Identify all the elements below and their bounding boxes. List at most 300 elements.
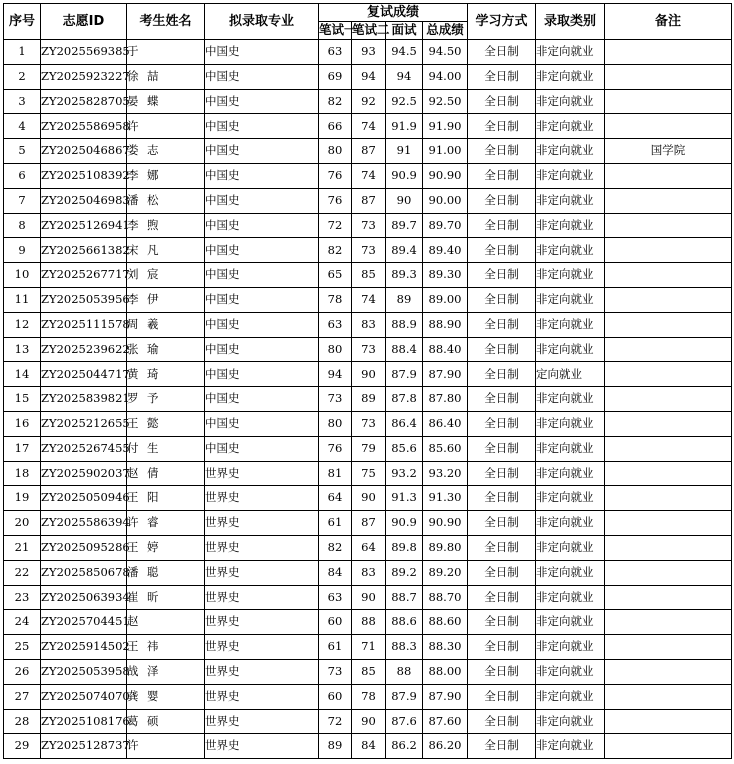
category-cell: 非定向就业 (536, 312, 605, 337)
mode-cell: 全日制 (468, 684, 536, 709)
id-cell: ZY2025850678 (41, 560, 127, 585)
mode-cell: 全日制 (468, 163, 536, 188)
id-cell: ZY2025212655 (41, 411, 127, 436)
seq-cell: 24 (4, 610, 41, 635)
mode-cell: 全日制 (468, 436, 536, 461)
given-name: 泽 (147, 664, 159, 679)
seq-cell: 10 (4, 263, 41, 288)
total-cell: 87.90 (423, 362, 468, 387)
written-1-cell: 89 (319, 734, 352, 759)
interview-cell: 90.9 (386, 163, 423, 188)
category-cell: 非定向就业 (536, 114, 605, 139)
remark-cell (605, 610, 732, 635)
total-cell: 88.70 (423, 585, 468, 610)
major-cell: 世界史 (205, 535, 319, 560)
remark-cell (605, 337, 732, 362)
mode-cell: 全日制 (468, 535, 536, 560)
id-cell: ZY2025267455 (41, 436, 127, 461)
id-cell: ZY2025239622 (41, 337, 127, 362)
mode-cell: 全日制 (468, 461, 536, 486)
name-cell (127, 139, 205, 164)
name-cell (127, 64, 205, 89)
given-name: 喆 (147, 68, 159, 83)
header-remark: 备注 (605, 4, 732, 40)
written-1-cell: 66 (319, 114, 352, 139)
interview-cell: 89 (386, 287, 423, 312)
category-cell: 非定向就业 (536, 163, 605, 188)
total-cell: 90.90 (423, 511, 468, 536)
id-cell: ZY2025586394 (41, 511, 127, 536)
category-cell: 非定向就业 (536, 89, 605, 114)
remark-cell (605, 411, 732, 436)
name-cell (127, 585, 205, 610)
id-cell: ZY2025074070 (41, 684, 127, 709)
category-cell: 非定向就业 (536, 337, 605, 362)
total-cell: 90.00 (423, 188, 468, 213)
major-cell: 中国史 (205, 89, 319, 114)
given-name: 娜 (147, 168, 159, 183)
mode-cell: 全日制 (468, 89, 536, 114)
table-row (4, 163, 732, 188)
surname: 葛 (127, 713, 139, 728)
category-cell: 非定向就业 (536, 709, 605, 734)
written-1-cell: 63 (319, 40, 352, 65)
remark-cell (605, 362, 732, 387)
table-row (4, 535, 732, 560)
written-1-cell: 73 (319, 387, 352, 412)
written-2-cell: 73 (352, 337, 386, 362)
table-row (4, 312, 732, 337)
surname: 黄 (127, 366, 139, 381)
interview-cell: 88.4 (386, 337, 423, 362)
interview-cell: 88.7 (386, 585, 423, 610)
interview-cell: 89.2 (386, 560, 423, 585)
category-cell: 非定向就业 (536, 213, 605, 238)
seq-cell: 29 (4, 734, 41, 759)
major-cell: 中国史 (205, 64, 319, 89)
total-cell: 88.60 (423, 610, 468, 635)
mode-cell: 全日制 (468, 362, 536, 387)
total-cell: 89.00 (423, 287, 468, 312)
id-cell: ZY2025126941 (41, 213, 127, 238)
table-row (4, 709, 732, 734)
table-row (4, 337, 732, 362)
given-name: 伊 (147, 292, 159, 307)
interview-cell: 91 (386, 139, 423, 164)
surname: 李 (127, 168, 139, 183)
surname: 罗 (127, 391, 139, 406)
name-cell (127, 535, 205, 560)
name-cell (127, 610, 205, 635)
total-cell: 86.20 (423, 734, 468, 759)
id-cell: ZY2025046983 (41, 188, 127, 213)
written-1-cell: 63 (319, 312, 352, 337)
remark-cell (605, 287, 732, 312)
surname: 许 (127, 738, 139, 753)
header-name: 考生姓名 (127, 4, 205, 40)
category-cell: 非定向就业 (536, 40, 605, 65)
category-cell: 非定向就业 (536, 411, 605, 436)
table-row (4, 436, 732, 461)
seq-cell: 13 (4, 337, 41, 362)
total-cell: 88.00 (423, 659, 468, 684)
table-row (4, 139, 732, 164)
surname: 龚 (127, 688, 139, 703)
remark-cell (605, 585, 732, 610)
given-name: 琦 (147, 366, 159, 381)
interview-cell: 88.9 (386, 312, 423, 337)
id-cell: ZY2025704451 (41, 610, 127, 635)
seq-cell: 6 (4, 163, 41, 188)
seq-cell: 8 (4, 213, 41, 238)
seq-cell: 21 (4, 535, 41, 560)
major-cell: 世界史 (205, 560, 319, 585)
total-cell: 91.30 (423, 486, 468, 511)
remark-cell (605, 436, 732, 461)
header-retest-group: 复试成绩 (319, 4, 468, 22)
table-row (4, 287, 732, 312)
remark-cell (605, 511, 732, 536)
total-cell: 91.90 (423, 114, 468, 139)
mode-cell: 全日制 (468, 486, 536, 511)
major-cell: 中国史 (205, 213, 319, 238)
written-2-cell: 64 (352, 535, 386, 560)
remark-cell (605, 635, 732, 660)
category-cell: 非定向就业 (536, 188, 605, 213)
written-1-cell: 84 (319, 560, 352, 585)
written-2-cell: 90 (352, 585, 386, 610)
total-cell: 92.50 (423, 89, 468, 114)
mode-cell: 全日制 (468, 188, 536, 213)
surname: 王 (127, 639, 139, 654)
written-2-cell: 83 (352, 560, 386, 585)
id-cell: ZY2025063934 (41, 585, 127, 610)
written-1-cell: 64 (319, 486, 352, 511)
seq-cell: 25 (4, 635, 41, 660)
remark-cell (605, 114, 732, 139)
written-2-cell: 87 (352, 511, 386, 536)
table-row (4, 511, 732, 536)
category-cell: 非定向就业 (536, 659, 605, 684)
id-cell: ZY2025267717 (41, 263, 127, 288)
written-2-cell: 74 (352, 163, 386, 188)
total-cell: 91.00 (423, 139, 468, 164)
written-1-cell: 61 (319, 511, 352, 536)
given-name: 婴 (147, 688, 159, 703)
interview-cell: 90 (386, 188, 423, 213)
name-cell (127, 238, 205, 263)
interview-cell: 89.8 (386, 535, 423, 560)
surname: 李 (127, 292, 139, 307)
given-name: 宸 (147, 267, 159, 282)
seq-cell: 20 (4, 511, 41, 536)
mode-cell: 全日制 (468, 40, 536, 65)
given-name: 凡 (147, 242, 159, 257)
table-row (4, 635, 732, 660)
seq-cell: 7 (4, 188, 41, 213)
interview-cell: 88 (386, 659, 423, 684)
written-2-cell: 75 (352, 461, 386, 486)
name-cell (127, 511, 205, 536)
given-name: 聪 (147, 564, 159, 579)
written-2-cell: 74 (352, 114, 386, 139)
major-cell: 世界史 (205, 610, 319, 635)
given-name: 松 (147, 192, 159, 207)
written-2-cell: 90 (352, 362, 386, 387)
table-row (4, 188, 732, 213)
major-cell: 中国史 (205, 114, 319, 139)
written-1-cell: 60 (319, 684, 352, 709)
major-cell: 中国史 (205, 188, 319, 213)
total-cell: 94.00 (423, 64, 468, 89)
header-mode: 学习方式 (468, 4, 536, 40)
mode-cell: 全日制 (468, 287, 536, 312)
category-cell: 非定向就业 (536, 560, 605, 585)
major-cell: 世界史 (205, 709, 319, 734)
given-name: 志 (147, 143, 159, 158)
written-2-cell: 89 (352, 387, 386, 412)
mode-cell: 全日制 (468, 114, 536, 139)
category-cell: 非定向就业 (536, 263, 605, 288)
seq-cell: 22 (4, 560, 41, 585)
given-name: 倩 (147, 465, 159, 480)
given-name: 煦 (147, 217, 159, 232)
given-name: 羲 (147, 316, 159, 331)
header-written-2: 笔试二 (352, 22, 386, 40)
total-cell: 86.40 (423, 411, 468, 436)
major-cell: 世界史 (205, 635, 319, 660)
mode-cell: 全日制 (468, 238, 536, 263)
remark-cell (605, 684, 732, 709)
given-name: 阳 (147, 490, 159, 505)
major-cell: 中国史 (205, 163, 319, 188)
interview-cell: 94.5 (386, 40, 423, 65)
mode-cell: 全日制 (468, 312, 536, 337)
category-cell: 非定向就业 (536, 461, 605, 486)
mode-cell: 全日制 (468, 659, 536, 684)
surname: 付 (127, 440, 139, 455)
surname: 潘 (127, 192, 139, 207)
name-cell (127, 163, 205, 188)
written-2-cell: 79 (352, 436, 386, 461)
written-2-cell: 92 (352, 89, 386, 114)
id-cell: ZY2025902037 (41, 461, 127, 486)
category-cell: 非定向就业 (536, 287, 605, 312)
id-cell: ZY2025044717 (41, 362, 127, 387)
id-cell: ZY2025050946 (41, 486, 127, 511)
mode-cell: 全日制 (468, 139, 536, 164)
remark-cell (605, 709, 732, 734)
major-cell: 中国史 (205, 411, 319, 436)
major-cell: 中国史 (205, 238, 319, 263)
total-cell: 89.30 (423, 263, 468, 288)
major-cell: 中国史 (205, 287, 319, 312)
total-cell: 90.90 (423, 163, 468, 188)
mode-cell: 全日制 (468, 387, 536, 412)
category-cell: 非定向就业 (536, 238, 605, 263)
written-2-cell: 83 (352, 312, 386, 337)
interview-cell: 89.4 (386, 238, 423, 263)
surname: 徐 (127, 68, 139, 83)
remark-cell (605, 89, 732, 114)
seq-cell: 1 (4, 40, 41, 65)
category-cell: 定向就业 (536, 362, 605, 387)
written-2-cell: 73 (352, 213, 386, 238)
header-total: 总成绩 (423, 22, 468, 40)
table-body (4, 40, 732, 759)
major-cell: 世界史 (205, 585, 319, 610)
category-cell: 非定向就业 (536, 684, 605, 709)
remark-cell (605, 188, 732, 213)
surname: 娄 (127, 143, 139, 158)
written-2-cell: 73 (352, 411, 386, 436)
table-row (4, 89, 732, 114)
given-name: 予 (147, 391, 159, 406)
written-1-cell: 76 (319, 188, 352, 213)
written-1-cell: 65 (319, 263, 352, 288)
mode-cell: 全日制 (468, 709, 536, 734)
interview-cell: 88.3 (386, 635, 423, 660)
written-2-cell: 73 (352, 238, 386, 263)
remark-cell (605, 560, 732, 585)
seq-cell: 12 (4, 312, 41, 337)
mode-cell: 全日制 (468, 560, 536, 585)
written-2-cell: 87 (352, 188, 386, 213)
major-cell: 中国史 (205, 362, 319, 387)
seq-cell: 2 (4, 64, 41, 89)
id-cell: ZY2025569385 (41, 40, 127, 65)
surname: 李 (127, 217, 139, 232)
id-cell: ZY2025053956 (41, 287, 127, 312)
written-1-cell: 73 (319, 659, 352, 684)
table-row (4, 362, 732, 387)
seq-cell: 27 (4, 684, 41, 709)
interview-cell: 87.8 (386, 387, 423, 412)
category-cell: 非定向就业 (536, 511, 605, 536)
written-2-cell: 78 (352, 684, 386, 709)
id-cell: ZY2025095286 (41, 535, 127, 560)
given-name: 祎 (147, 639, 159, 654)
written-2-cell: 74 (352, 287, 386, 312)
id-cell: ZY2025828705 (41, 89, 127, 114)
category-cell: 非定向就业 (536, 64, 605, 89)
mode-cell: 全日制 (468, 511, 536, 536)
remark-cell (605, 263, 732, 288)
written-1-cell: 76 (319, 163, 352, 188)
total-cell: 89.80 (423, 535, 468, 560)
given-name: 懿 (147, 416, 159, 431)
interview-cell: 86.4 (386, 411, 423, 436)
name-cell (127, 114, 205, 139)
table-row (4, 263, 732, 288)
total-cell: 87.90 (423, 684, 468, 709)
surname: 王 (127, 540, 139, 555)
surname: 王 (127, 416, 139, 431)
total-cell: 93.20 (423, 461, 468, 486)
major-cell: 世界史 (205, 511, 319, 536)
total-cell: 87.80 (423, 387, 468, 412)
surname: 刘 (127, 267, 139, 282)
table-row (4, 585, 732, 610)
name-cell (127, 486, 205, 511)
seq-cell: 5 (4, 139, 41, 164)
surname: 晏 (127, 93, 139, 108)
written-1-cell: 76 (319, 436, 352, 461)
given-name: 硕 (147, 713, 159, 728)
written-2-cell: 85 (352, 263, 386, 288)
id-cell: ZY2025839821 (41, 387, 127, 412)
table-row (4, 684, 732, 709)
mode-cell: 全日制 (468, 635, 536, 660)
name-cell (127, 734, 205, 759)
total-cell: 88.40 (423, 337, 468, 362)
name-cell (127, 337, 205, 362)
major-cell: 中国史 (205, 436, 319, 461)
written-2-cell: 90 (352, 486, 386, 511)
name-cell (127, 312, 205, 337)
seq-cell: 26 (4, 659, 41, 684)
category-cell: 非定向就业 (536, 585, 605, 610)
written-1-cell: 72 (319, 213, 352, 238)
header-category: 录取类别 (536, 4, 605, 40)
given-name: 昕 (147, 589, 159, 604)
admission-table (3, 3, 732, 759)
name-cell (127, 461, 205, 486)
id-cell: ZY2025053958 (41, 659, 127, 684)
table-row (4, 610, 732, 635)
header-written-1: 笔试一 (319, 22, 352, 40)
surname: 赵 (127, 465, 139, 480)
written-2-cell: 85 (352, 659, 386, 684)
table-row (4, 734, 732, 759)
written-2-cell: 84 (352, 734, 386, 759)
written-1-cell: 80 (319, 139, 352, 164)
interview-cell: 85.6 (386, 436, 423, 461)
surname: 潘 (127, 564, 139, 579)
interview-cell: 88.6 (386, 610, 423, 635)
remark-cell (605, 238, 732, 263)
name-cell (127, 263, 205, 288)
mode-cell: 全日制 (468, 64, 536, 89)
mode-cell: 全日制 (468, 337, 536, 362)
table-row (4, 64, 732, 89)
written-1-cell: 61 (319, 635, 352, 660)
surname: 许 (127, 515, 139, 530)
surname: 于 (127, 44, 139, 59)
mode-cell: 全日制 (468, 213, 536, 238)
written-1-cell: 81 (319, 461, 352, 486)
surname: 宋 (127, 242, 139, 257)
name-cell (127, 287, 205, 312)
remark-cell (605, 312, 732, 337)
remark-cell (605, 734, 732, 759)
written-1-cell: 80 (319, 411, 352, 436)
interview-cell: 87.9 (386, 684, 423, 709)
total-cell: 89.40 (423, 238, 468, 263)
total-cell: 94.50 (423, 40, 468, 65)
mode-cell: 全日制 (468, 411, 536, 436)
name-cell (127, 387, 205, 412)
table-row (4, 238, 732, 263)
interview-cell: 89.7 (386, 213, 423, 238)
category-cell: 非定向就业 (536, 387, 605, 412)
name-cell (127, 659, 205, 684)
seq-cell: 3 (4, 89, 41, 114)
table-row (4, 461, 732, 486)
interview-cell: 86.2 (386, 734, 423, 759)
surname: 崔 (127, 589, 139, 604)
remark-cell (605, 40, 732, 65)
